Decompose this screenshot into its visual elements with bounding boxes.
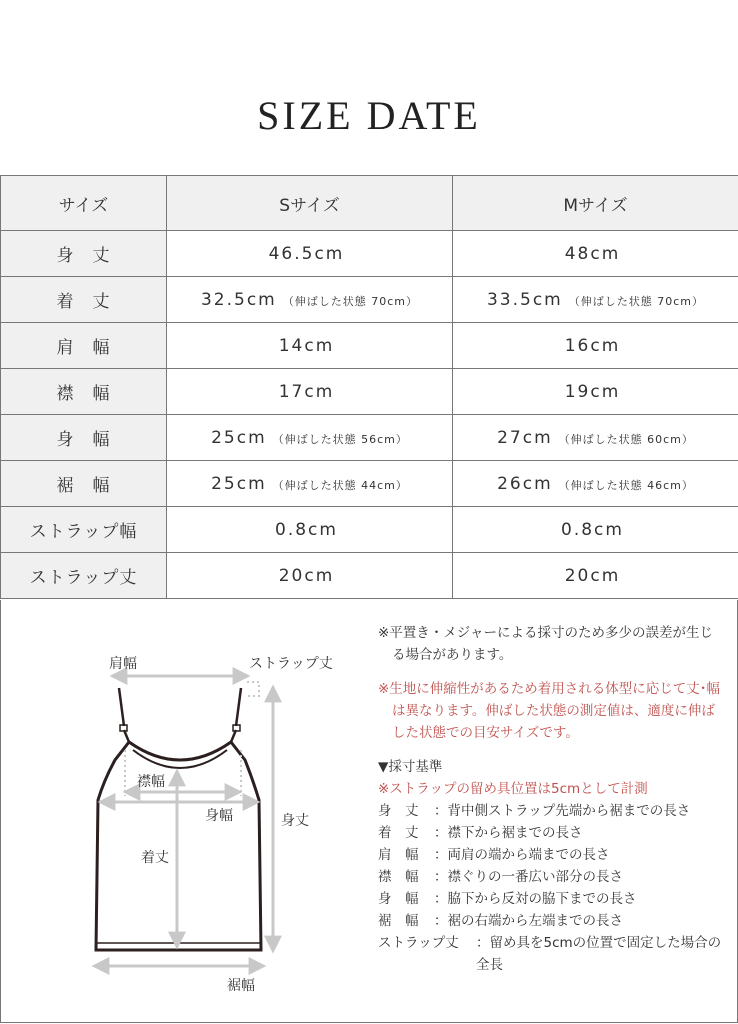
table-row [1, 461, 738, 507]
note-stretch: ※生地に伸縮性があるため着用される体型に応じて丈･幅は異なります。伸ばした状態の測定値は、適度に伸ばした状態での目安サイズです。 [378, 681, 721, 741]
definition-row [378, 866, 723, 888]
m-value: 26cm [497, 473, 553, 494]
s-value: 32.5cm [200, 289, 277, 310]
m-value: 19cm [564, 381, 621, 402]
criteria-note: ※ストラップの留め具位置は5cmとして計測 [378, 781, 648, 797]
label-shoulder-width: 肩幅 [109, 656, 137, 672]
header-m-size: Mサイズ [453, 176, 738, 231]
definition-key: 肩 幅 [378, 847, 419, 863]
definition-value: ：襟ぐりの一番広い部分の長さ [434, 869, 623, 885]
m-note: （伸ばした状態 60cm） [558, 432, 694, 446]
size-table [0, 175, 738, 599]
s-note: （伸ばした状態 44cm） [272, 478, 408, 492]
row-label: 身 丈 [1, 231, 167, 277]
table-row [1, 231, 738, 277]
s-cell [167, 461, 453, 507]
m-cell [453, 277, 738, 323]
s-value: 20cm [278, 565, 335, 586]
m-value: 20cm [564, 565, 621, 586]
definition-value: ：背中側ストラップ先端から裾までの長さ [434, 803, 691, 819]
s-value: 17cm [278, 381, 335, 402]
header-size: サイズ [1, 176, 167, 231]
s-value: 0.8cm [275, 519, 338, 540]
label-chest-width: 身幅 [205, 808, 233, 824]
table-row [1, 369, 738, 415]
s-cell [167, 231, 453, 277]
s-cell [167, 415, 453, 461]
m-cell [453, 507, 738, 553]
row-label: 襟 幅 [1, 369, 167, 415]
table-header-row [1, 176, 738, 231]
label-neck-width: 襟幅 [137, 774, 165, 790]
page-title: SIZE DATE [257, 93, 481, 138]
definition-key: 裾 幅 [378, 913, 419, 929]
definition-key: 着 丈 [378, 825, 419, 841]
table-row [1, 323, 738, 369]
criteria-title: ▼採寸基準 [378, 759, 443, 775]
right-strap [236, 688, 241, 726]
right-strap-lower [231, 730, 236, 742]
definition-key: 襟 幅 [378, 869, 419, 885]
m-note: （伸ばした状態 70cm） [568, 294, 705, 308]
definition-row [378, 822, 723, 844]
m-cell [453, 323, 738, 369]
definition-value: ：脇下から反対の脇下までの長さ [434, 891, 637, 907]
table-row [1, 277, 738, 323]
s-cell [167, 507, 453, 553]
s-cell [167, 277, 453, 323]
row-label: ストラップ幅 [1, 507, 167, 553]
strap-dotted-guide [245, 682, 259, 696]
row-label: 着 丈 [1, 277, 167, 323]
s-cell [167, 323, 453, 369]
m-value: 33.5cm [486, 289, 563, 310]
measurement-guide-panel [0, 600, 738, 1023]
definition-row [378, 932, 723, 976]
row-label: 身 幅 [1, 415, 167, 461]
label-length: 着丈 [141, 850, 169, 866]
m-value: 0.8cm [561, 519, 624, 540]
definition-row [378, 800, 723, 822]
definition-key: 身 丈 [378, 803, 419, 819]
definition-value: ：襟下から裾までの長さ [434, 825, 583, 841]
note-measurement-error: ※平置き・メジャーによる採寸のため多少の誤差が生じる場合があります。 [378, 625, 714, 663]
definition-row [378, 844, 723, 866]
table-row [1, 553, 738, 599]
definition-key: 身 幅 [378, 891, 419, 907]
m-note: （伸ばした状態 46cm） [558, 478, 694, 492]
header-s-size: Sサイズ [167, 176, 453, 231]
m-value: 27cm [497, 427, 553, 448]
definition-value: ：両肩の端から端までの長さ [434, 847, 610, 863]
m-cell [453, 369, 738, 415]
s-value: 14cm [278, 335, 335, 356]
label-body-length: 身丈 [281, 813, 309, 829]
m-cell [453, 553, 738, 599]
table-row [1, 415, 738, 461]
s-value: 25cm [211, 473, 267, 494]
left-strap-lower [124, 730, 129, 742]
garment-diagram [1, 600, 371, 1020]
s-cell [167, 553, 453, 599]
definition-value: ：裾の右端から左端までの長さ [434, 913, 623, 929]
s-cell [167, 369, 453, 415]
m-cell [453, 231, 738, 277]
notes-column [378, 622, 723, 976]
s-note: （伸ばした状態 70cm） [282, 294, 419, 308]
definition-key: ストラップ丈 [378, 935, 459, 951]
definition-row [378, 888, 723, 910]
m-cell [453, 415, 738, 461]
definition-value: ：留め具を5cmの位置で固定した場合の全長 [476, 935, 722, 973]
row-label: ストラップ丈 [1, 553, 167, 599]
s-value: 46.5cm [268, 243, 345, 264]
left-strap [119, 688, 124, 726]
label-hem-width: 裾幅 [227, 978, 255, 994]
m-value: 48cm [564, 243, 621, 264]
table-row [1, 507, 738, 553]
m-cell [453, 461, 738, 507]
s-value: 25cm [211, 427, 267, 448]
label-strap-length: ストラップ丈 [249, 656, 333, 672]
definition-row [378, 910, 723, 932]
s-note: （伸ばした状態 56cm） [272, 432, 408, 446]
row-label: 肩 幅 [1, 323, 167, 369]
row-label: 裾 幅 [1, 461, 167, 507]
m-value: 16cm [564, 335, 621, 356]
